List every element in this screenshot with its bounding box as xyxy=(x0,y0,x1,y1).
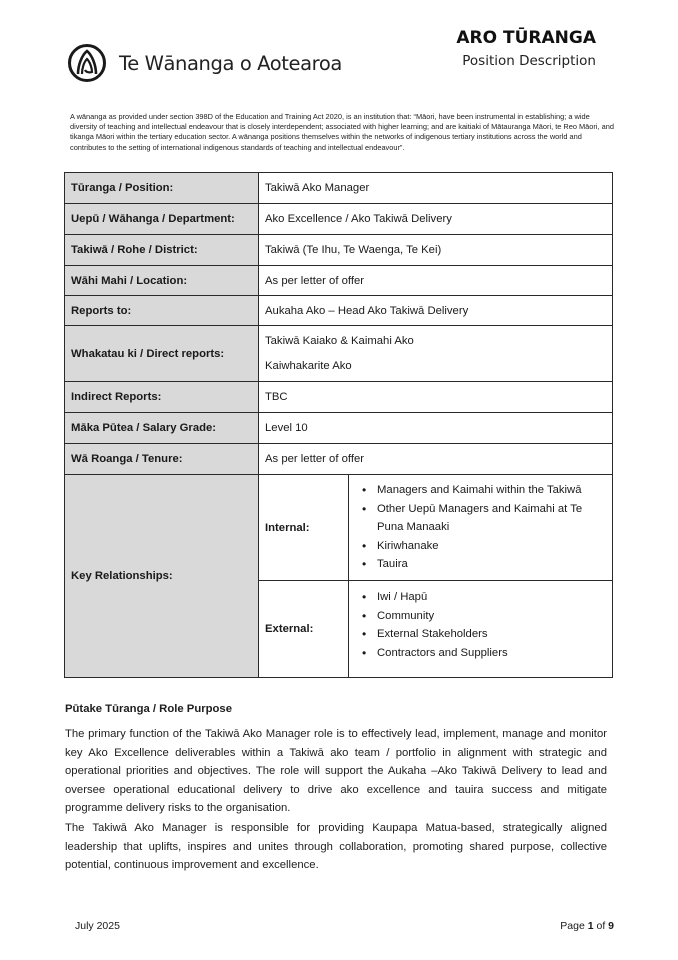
role-purpose-heading: Pūtake Tūranga / Role Purpose xyxy=(65,703,232,715)
table-row xyxy=(65,413,613,444)
list-item: • Tauira xyxy=(377,555,606,574)
footer-page-number xyxy=(560,920,614,932)
direct-report-item: Kaiwhakarite Ako xyxy=(265,359,352,372)
wananga-preamble: A wānanga as provided under section 398D of the Education and Training Act 2020, is an institution that: “Māori, have been instrumental in establishing; a wide diversity of teaching and intellectual endeavour that is closely interdependent; associated with higher learning; and are kaitiaki of Mātauranga Māori, te Reo Māori, and tikanga Māori within the tertiary education sector. A wānanga positions themselves within the networks of indigenous tertiary institutions across the world and contributes to the setting of international indigenous standards of teaching and intellectual endeavour”. xyxy=(70,112,614,152)
row-value: Takiwā Ako Manager xyxy=(259,173,613,204)
list-item: • Managers and Kaimahi within the Takiwā xyxy=(377,481,606,500)
row-label: Tūranga / Position: xyxy=(65,173,259,204)
table-row xyxy=(65,235,613,266)
position-details-table xyxy=(64,172,613,678)
table-row-key-relationships-internal xyxy=(65,475,613,581)
page-of: of xyxy=(593,920,609,932)
page-current: 1 xyxy=(587,920,594,932)
page-total: 9 xyxy=(608,920,614,932)
row-value: Level 10 xyxy=(259,413,613,444)
table-row xyxy=(65,173,613,204)
external-relationships-list xyxy=(355,588,606,662)
row-label: Takiwā / Rohe / District: xyxy=(65,235,259,266)
footer-date: July 2025 xyxy=(75,920,120,932)
list-item: • Community xyxy=(377,607,606,626)
internal-label: Internal: xyxy=(259,475,349,581)
key-relationships-label: Key Relationships: xyxy=(65,475,259,678)
direct-report-item: Takiwā Kaiako & Kaimahi Ako xyxy=(265,334,414,347)
role-purpose-paragraph: The primary function of the Takiwā Ako Manager role is to effectively lead, implement, manage and monitor key Ako Excellence deliverables within a Takiwā ako team / portfolio in alignment with strategic and operational priorities and objectives. The role will support the Aukaha –Ako Takiwā Delivery to lead and oversee operational educational delivery to drive ako excellence and tauira success and mitigate programme delivery risks to the organisation. xyxy=(65,728,607,814)
table-row xyxy=(65,382,613,413)
row-value-list xyxy=(259,326,613,382)
table-row xyxy=(65,204,613,235)
list-item: • Other Uepū Managers and Kaimahi at Te Puna Manaaki xyxy=(377,500,606,537)
row-value: TBC xyxy=(259,382,613,413)
row-value: As per letter of offer xyxy=(259,266,613,296)
row-label: Whakatau ki / Direct reports: xyxy=(65,326,259,382)
external-label: External: xyxy=(259,581,349,678)
row-label: Indirect Reports: xyxy=(65,382,259,413)
internal-list-cell xyxy=(349,475,613,581)
row-value: Ako Excellence / Ako Takiwā Delivery xyxy=(259,204,613,235)
row-label: Reports to: xyxy=(65,296,259,326)
role-purpose-paragraph: The Takiwā Ako Manager is responsible for providing Kaupapa Matua-based, strategically aligned leadership that uplifts, inspires and unites through collaboration, promoting shared purpose, collective potential, continuous improvement and excellence. xyxy=(65,822,607,871)
row-label: Wā Roanga / Tenure: xyxy=(65,444,259,475)
table-row xyxy=(65,326,613,382)
list-item: • Iwi / Hapū xyxy=(377,588,606,607)
row-value: As per letter of offer xyxy=(259,444,613,475)
table-row xyxy=(65,444,613,475)
document-title-block xyxy=(456,27,596,71)
table-row xyxy=(65,296,613,326)
organisation-name: Te Wānanga o Aotearoa xyxy=(119,51,342,75)
internal-relationships-list xyxy=(355,481,606,574)
external-list-cell xyxy=(349,581,613,678)
row-value: Takiwā (Te Ihu, Te Waenga, Te Kei) xyxy=(259,235,613,266)
organisation-logo xyxy=(67,43,342,83)
row-value: Aukaha Ako – Head Ako Takiwā Delivery xyxy=(259,296,613,326)
row-label: Māka Pūtea / Salary Grade: xyxy=(65,413,259,444)
row-label: Uepū / Wāhanga / Department: xyxy=(65,204,259,235)
row-label: Wāhi Mahi / Location: xyxy=(65,266,259,296)
list-item: • External Stakeholders xyxy=(377,625,606,644)
twoa-koru-arch-icon xyxy=(67,43,107,83)
page-prefix: Page xyxy=(560,920,588,932)
document-subtitle: Position Description xyxy=(462,53,596,69)
list-item: • Kiriwhanake xyxy=(377,537,606,556)
table-row xyxy=(65,266,613,296)
document-title: ARO TŪRANGA xyxy=(456,28,596,48)
list-item: • Contractors and Suppliers xyxy=(377,644,606,663)
